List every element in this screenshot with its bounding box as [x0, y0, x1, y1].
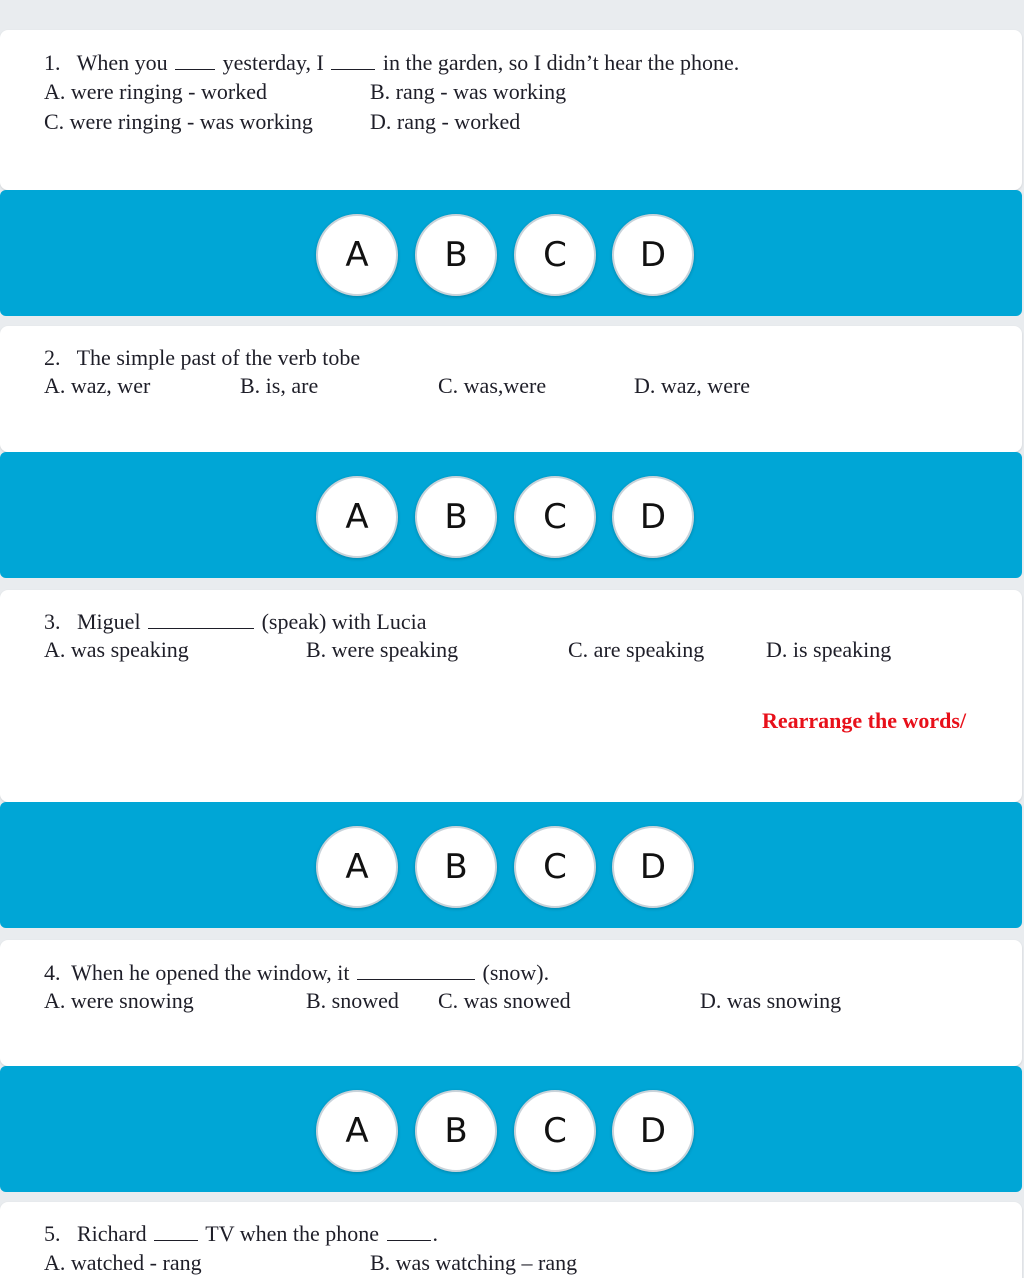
option-a: A. were snowing	[44, 988, 194, 1013]
question-number: 5.	[44, 1221, 61, 1246]
option-c: C. was snowed	[438, 988, 571, 1013]
question-5-text: 5. Richard TV when the phone .	[44, 1221, 438, 1246]
option-b: B. rang - was working	[370, 79, 567, 104]
option-b: B. snowed	[306, 988, 399, 1013]
question-card-3	[0, 590, 1022, 802]
option-b: B. were speaking	[306, 637, 459, 662]
question-card-2	[0, 326, 1022, 452]
option-d: D. was snowing	[700, 988, 842, 1013]
answer-button-b[interactable]: B	[415, 1090, 497, 1172]
question-number: 3.	[44, 609, 61, 634]
question-3-text: 3. Miguel (speak) with Lucia	[44, 609, 427, 634]
answer-button-d[interactable]: D	[612, 1090, 694, 1172]
answer-bar-4	[0, 1066, 1022, 1192]
question-4-text: 4. When he opened the window, it (snow).	[44, 960, 550, 985]
answer-button-c[interactable]: C	[514, 214, 596, 296]
option-c: C. were ringing - was working	[44, 109, 313, 134]
question-number: 1.	[44, 50, 61, 75]
question-card-1	[0, 30, 1022, 190]
answer-button-b[interactable]: B	[415, 476, 497, 558]
answer-button-a[interactable]: A	[316, 214, 398, 296]
option-a: A. waz, wer	[44, 373, 151, 398]
question-card-5	[0, 1202, 1022, 1278]
answer-button-d[interactable]: D	[612, 826, 694, 908]
answer-blank	[154, 1221, 198, 1241]
answer-button-a[interactable]: A	[316, 826, 398, 908]
rearrange-note: Rearrange the words/	[762, 708, 967, 733]
option-c: C. are speaking	[568, 637, 705, 662]
option-d: D. is speaking	[766, 637, 892, 662]
answer-button-b[interactable]: B	[415, 214, 497, 296]
answer-blank	[175, 50, 215, 70]
answer-bar-3	[0, 802, 1022, 928]
question-card-4	[0, 940, 1022, 1066]
answer-blank	[357, 960, 475, 980]
question-number: 4.	[44, 960, 61, 985]
answer-blank	[387, 1221, 431, 1241]
option-d: D. rang - worked	[370, 109, 521, 134]
option-b: B. was watching – rang	[370, 1250, 578, 1275]
option-a: A. watched - rang	[44, 1250, 202, 1275]
question-number: 2.	[44, 345, 61, 370]
option-c: C. was,were	[438, 373, 547, 398]
answer-blank	[331, 50, 375, 70]
option-a: A. was speaking	[44, 637, 189, 662]
answer-button-c[interactable]: C	[514, 1090, 596, 1172]
answer-button-a[interactable]: A	[316, 476, 398, 558]
question-2-text: 2. The simple past of the verb tobe	[44, 345, 361, 370]
answer-button-c[interactable]: C	[514, 476, 596, 558]
answer-bar-1	[0, 190, 1022, 316]
option-d: D. waz, were	[634, 373, 751, 398]
answer-button-d[interactable]: D	[612, 214, 694, 296]
question-1-text: 1. When you yesterday, I in the garden, so I didn’t hear the phone.	[44, 50, 740, 75]
answer-button-a[interactable]: A	[316, 1090, 398, 1172]
option-a: A. were ringing - worked	[44, 79, 267, 104]
answer-bar-2	[0, 452, 1022, 578]
option-b: B. is, are	[240, 373, 319, 398]
answer-button-c[interactable]: C	[514, 826, 596, 908]
answer-blank	[148, 609, 254, 629]
answer-button-d[interactable]: D	[612, 476, 694, 558]
answer-button-b[interactable]: B	[415, 826, 497, 908]
